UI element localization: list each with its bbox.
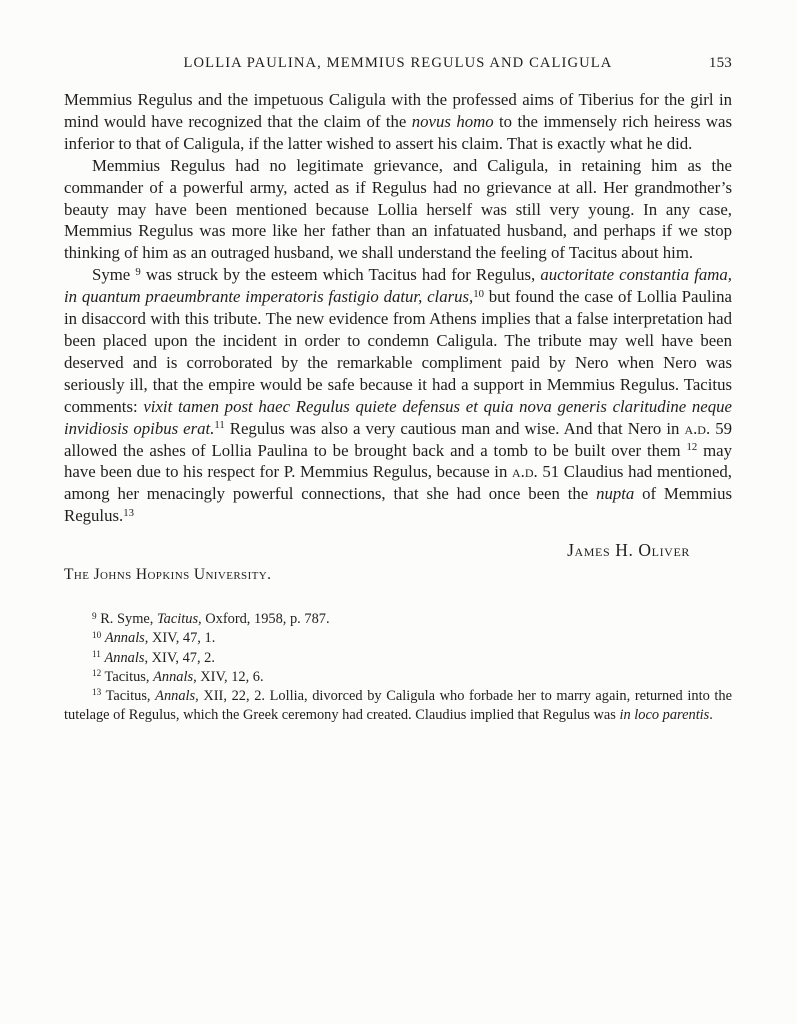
footnote-number: 10 — [92, 629, 102, 640]
author-signature: James H. Oliver — [567, 540, 690, 561]
page-content — [64, 0, 732, 725]
footnotes-section — [64, 610, 732, 725]
footnote-text: R. Syme, Tacitus, Oxford, 1958, p. 787. — [96, 611, 330, 628]
footnote-number: 9 — [92, 610, 97, 621]
running-head-title: LOLLIA PAULINA, MEMMIUS REGULUS AND CALIGULA — [183, 55, 613, 71]
footnote-number: 13 — [92, 687, 102, 698]
footnote-10 — [64, 629, 732, 648]
body-paragraph-2: Memmius Regulus had no legitimate grievance, and Caligula, in retaining him as the commander of a powerful army, acted as if Regulus had no grievance at all. Her grandmother’s beauty may have been mentioned because Lollia herself was still very young. In any case, Memmius Regulus was more like her father than an infatuated husband, and perhaps if we stop thinking of him as an outraged husband, we shall understand the feeling of Tacitus about him. — [64, 155, 732, 263]
article-body — [64, 89, 732, 527]
footnote-11 — [64, 649, 732, 668]
footnote-text: Annals, XIV, 47, 1. — [104, 630, 216, 647]
page-number: 153 — [708, 55, 732, 71]
body-paragraph-3: Syme $^9$ was struck by the esteem which Tacitus had for Regulus, auctoritate constantia fama, in quantum praeumbrante imperatoris fastigio datur, clarus,$^{10}$ but found the case of Lollia Paulina in disaccord with this tribute. The new evidence from Athens implies that a false interpretation had been placed upon the incident in order to condemn Caligula. The tribute may well have been deserved and is corroborated by the remarkable compliment paid by Nero when Nero was seriously ill, that the empire would be safe because it had a support in Memmius Regulus. Tacitus comments: vixit tamen post haec Regulus quiete defensus et quia nova generis claritudine neque invidiosis opibus erat.$^{11}$ Regulus was also a very cautious man and wise. And that Nero in a.d. 59 allowed the ashes of Lollia Paulina to be brought back and a tomb to be built over them $^{12}$ may have been due to his respect for P. Memmius Regulus, because in a.d. 51 Claudius had mentioned, among her menacingly powerful connections, that she had once been the nupta of Memmius Regulus.$^{13}$ — [64, 265, 733, 526]
footnote-13 — [64, 687, 732, 725]
body-paragraph-1: Memmius Regulus and the impetuous Caligula with the professed aims of Tiberius for the girl in mind would have recognized that the claim of the novus homo to the immensely rich heiress was inferior to that of Caligula, if the latter wished to assert his claim. That is exactly what he did. — [64, 90, 732, 153]
footnote-number: 12 — [92, 668, 102, 679]
running-head — [64, 55, 732, 72]
footnote-text: Tacitus, Annals, XII, 22, 2. Lollia, divorced by Caligula who forbade her to marry again, returned into the tutelage of Regulus, which the Greek ceremony had created. Claudius implied that Regulus was in loco parentis. — [64, 687, 732, 724]
footnote-text: Tacitus, Annals, XIV, 12, 6. — [101, 668, 264, 685]
author-affiliation: The Johns Hopkins University. — [64, 566, 272, 584]
footnote-9 — [64, 610, 732, 629]
footnote-12 — [64, 668, 732, 687]
footnote-number: 11 — [92, 648, 101, 659]
footnote-text: Annals, XIV, 47, 2. — [104, 649, 215, 666]
